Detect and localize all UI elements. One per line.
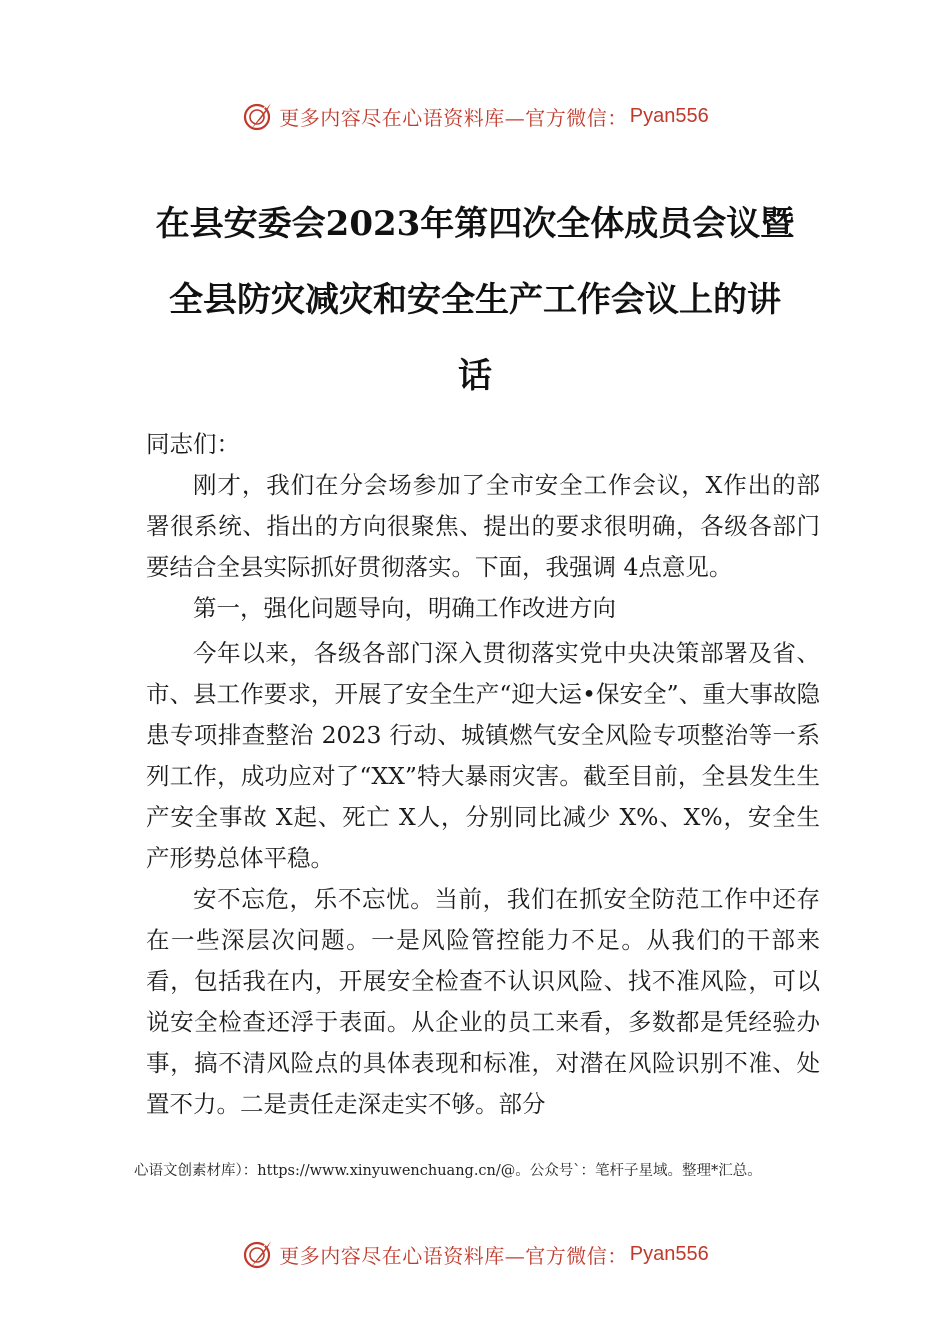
paragraph-3: 安不忘危，乐不忘忧。当前，我们在抓安全防范工作中还存在一些深层次问题。一是风险管控能力不足。从我们的干部来看，包括我在内，开展安全检查不认识风险、找不准风险，可以说安全检查还浮于表面。从企业的员工来看，多数都是凭经验办事，搞不清风险点的具体表现和标准，对潜在风险识别不准、处置不力。二是责任走深走实不够。部分	[146, 885, 820, 1118]
watermark-wechat-id: Pyan556	[629, 104, 709, 127]
watermark-text: 更多内容尽在心语资料库—官方微信：	[279, 105, 628, 130]
watermark-wechat-id: Pyan556	[629, 1242, 709, 1265]
footer-note: 心语文创素材库）：https://www.xinyuwenchuang.cn/@。公众号`：笔杆子星域。整理*汇总。	[134, 1163, 762, 1179]
paragraph-2: 今年以来，各级各部门深入贯彻落实党中央决策部署及省、市、县工作要求，开展了安全生产“迎大运•保安全”、重大事故隐患专项排查整治 2023 行动、城镇燃气安全风险专项整治等一系列工作，成功应对了“XX”特大暴雨灾害。截至目前，全县发生生产安全事故 X起、死亡 X人，分别同比减少 X%、X%，安全生产形势总体平稳。	[146, 639, 820, 872]
document-body	[146, 424, 820, 1125]
quill-logo-icon	[241, 99, 275, 133]
quill-logo-icon	[241, 1237, 275, 1271]
paragraph-1: 刚才，我们在分会场参加了全市安全工作会议，X作出的部署很系统、指出的方向很聚焦、提出的要求很明确，各级各部门要结合全县实际抓好贯彻落实。下面，我强调 4点意见。	[146, 471, 820, 581]
document-title	[120, 186, 830, 414]
title-line-1: 在县安委会2023年第四次全体成员会议暨	[155, 204, 795, 244]
salutation: 同志们：	[146, 430, 240, 458]
title-line-2: 全县防灾减灾和安全生产工作会议上的讲	[169, 280, 781, 320]
section-heading-1: 第一，强化问题导向，明确工作改进方向	[193, 594, 616, 622]
watermark-text: 更多内容尽在心语资料库—官方微信：	[279, 1243, 628, 1268]
watermark-footer	[0, 1234, 950, 1274]
title-line-3: 话	[458, 356, 492, 396]
watermark-header	[0, 96, 950, 136]
